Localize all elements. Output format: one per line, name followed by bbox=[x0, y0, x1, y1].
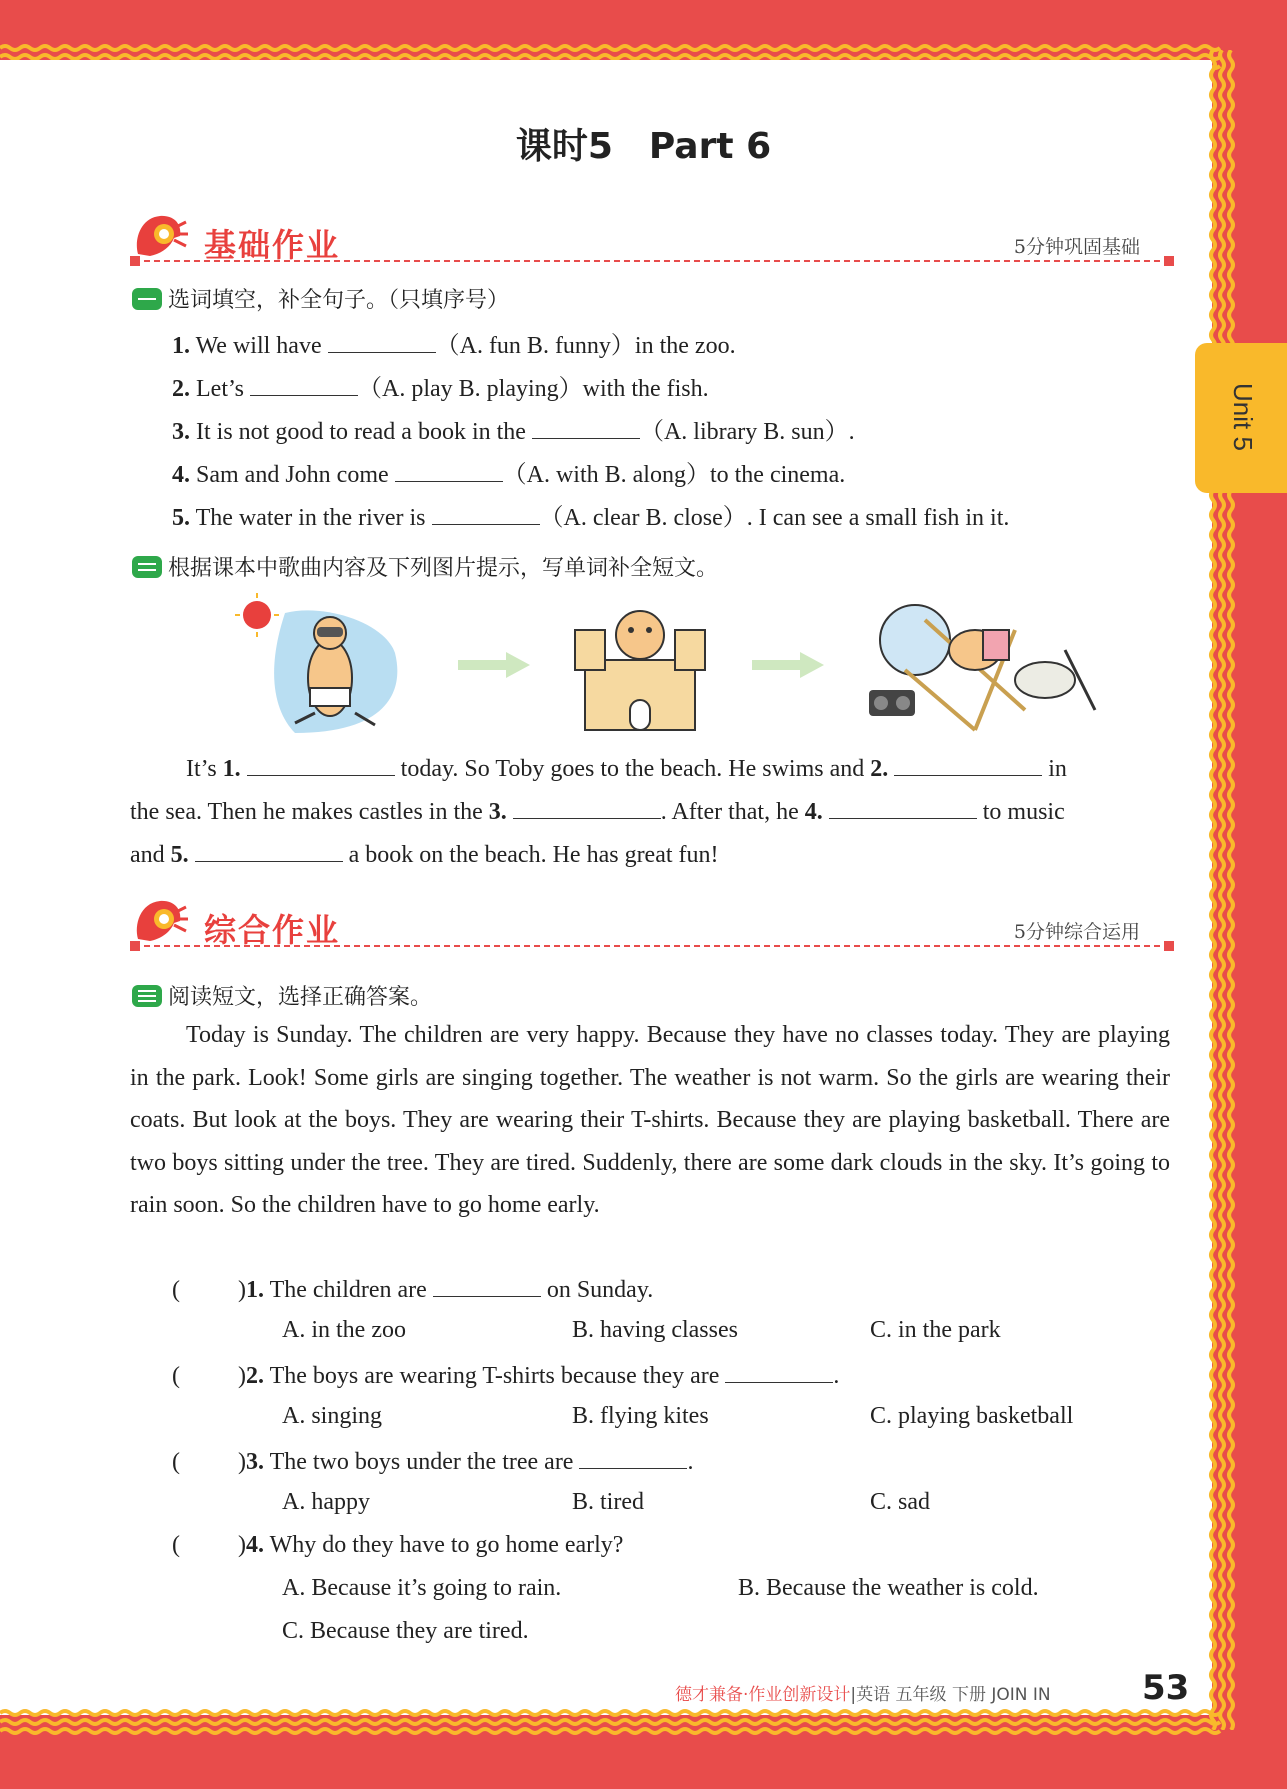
q3-heading bbox=[132, 980, 432, 1011]
answer-blank[interactable] bbox=[894, 753, 1042, 776]
answer-blank[interactable] bbox=[247, 753, 395, 776]
unit-tab[interactable] bbox=[1195, 343, 1287, 493]
q3-number-icon bbox=[132, 985, 162, 1007]
q1-heading-text: 选词填空，补全句子。（只填序号） bbox=[168, 288, 510, 313]
question-tail: on Sunday. bbox=[546, 1277, 654, 1303]
item-text: The water in the river is bbox=[195, 505, 426, 531]
item-options: （A. fun B. funny）in the zoo. bbox=[435, 333, 736, 359]
cloze-text: . After that, he bbox=[660, 799, 799, 825]
q3-option-2c[interactable]: C. playing basketball bbox=[870, 1403, 1074, 1429]
q2-line-3 bbox=[130, 839, 719, 869]
answer-blank[interactable] bbox=[395, 459, 503, 482]
question-number: 2. bbox=[246, 1363, 264, 1389]
blank-number: 3. bbox=[488, 799, 507, 825]
question-number: 4. bbox=[246, 1532, 264, 1558]
answer-blank[interactable] bbox=[250, 373, 358, 396]
section-comprehensive-title: 综合作业 bbox=[204, 911, 341, 949]
cloze-text: and bbox=[130, 842, 165, 868]
page-number: 53 bbox=[1142, 1668, 1190, 1708]
q3-option-4a[interactable]: A. Because it’s going to rain. bbox=[282, 1575, 562, 1601]
item-number: 4. bbox=[172, 462, 190, 488]
q2-heading bbox=[132, 551, 718, 582]
answer-blank[interactable] bbox=[725, 1360, 833, 1383]
q1-item-4 bbox=[172, 454, 845, 489]
blank-number: 1. bbox=[222, 756, 241, 782]
answer-paren-open[interactable]: ( bbox=[172, 1277, 180, 1303]
cloze-text: It’s bbox=[186, 756, 217, 782]
item-text: Sam and John come bbox=[196, 462, 389, 488]
q3-question-3 bbox=[172, 1446, 693, 1476]
right-wave-border bbox=[1205, 50, 1245, 1730]
item-options: （A. with B. along）to the cinema. bbox=[502, 462, 846, 488]
blank-number: 2. bbox=[870, 756, 889, 782]
q3-option-1c[interactable]: C. in the park bbox=[870, 1317, 1001, 1343]
section-basic-subtitle: 5分钟巩固基础 bbox=[1013, 236, 1140, 258]
question-tail: . bbox=[833, 1363, 840, 1389]
answer-blank[interactable] bbox=[433, 1274, 541, 1297]
item-text: Let’s bbox=[196, 376, 244, 402]
swimming-tiger-picture bbox=[235, 593, 415, 738]
footer-grade: 五年级 bbox=[895, 1685, 947, 1705]
question-text: The boys are wearing T-shirts because they are bbox=[269, 1363, 720, 1389]
q3-question-4 bbox=[172, 1532, 623, 1559]
question-text: Why do they have to go home early? bbox=[269, 1532, 624, 1558]
cloze-text: today. So Toby goes to the beach. He swims and bbox=[400, 756, 865, 782]
answer-paren-close: ) bbox=[238, 1277, 246, 1303]
cloze-text: a book on the beach. He has great fun! bbox=[348, 842, 719, 868]
item-text: It is not good to read a book in the bbox=[196, 419, 526, 445]
q3-heading-text: 阅读短文，选择正确答案。 bbox=[168, 985, 433, 1010]
section-basic-header bbox=[130, 210, 1170, 270]
answer-blank[interactable] bbox=[579, 1446, 687, 1469]
unit-tab-label: Unit 5 bbox=[1228, 383, 1258, 451]
answer-paren-open[interactable]: ( bbox=[172, 1449, 180, 1475]
q3-option-2a[interactable]: A. singing bbox=[282, 1403, 383, 1429]
footer-subject: 英语 bbox=[856, 1685, 891, 1705]
q1-heading bbox=[132, 283, 509, 314]
q3-option-3a[interactable]: A. happy bbox=[282, 1489, 370, 1515]
sandcastle-tiger-picture bbox=[565, 590, 715, 740]
question-number: 3. bbox=[246, 1449, 264, 1475]
q3-option-3c[interactable]: C. sad bbox=[870, 1489, 930, 1515]
footer-separator: | bbox=[850, 1685, 857, 1705]
answer-paren-close: ) bbox=[238, 1449, 246, 1475]
answer-paren-close: ) bbox=[238, 1363, 246, 1389]
footer-series: JOIN IN bbox=[991, 1685, 1051, 1705]
item-text: We will have bbox=[195, 333, 322, 359]
answer-blank[interactable] bbox=[432, 502, 540, 525]
q2-line-1 bbox=[130, 753, 1170, 783]
page-title: 课时5 Part 6 bbox=[515, 126, 772, 167]
bottom-wave-border bbox=[0, 1705, 1287, 1745]
q1-item-1 bbox=[172, 325, 736, 360]
answer-paren-open[interactable]: ( bbox=[172, 1532, 180, 1558]
passage-text: Today is Sunday. The children are very happy. Because they have no classes today. They are playing in the park. Look! Some girls are singing together. The weather is not warm. So the girls are wearing their coats. But look at the boys. They are wearing their T-shirts. Because they are playing basketball. There are two boys sitting under the tree. They are tired. Suddenly, there are some dark clouds in the sky. It’s going to rain soon. So the children have to go home early. bbox=[130, 1022, 1170, 1218]
q3-option-2b[interactable]: B. flying kites bbox=[572, 1403, 709, 1429]
footer-term: 下册 bbox=[951, 1685, 986, 1705]
answer-paren-open[interactable]: ( bbox=[172, 1363, 180, 1389]
footer-text bbox=[675, 1680, 1051, 1705]
blank-number: 4. bbox=[804, 799, 823, 825]
reading-passage bbox=[130, 1014, 1170, 1227]
q3-option-3b[interactable]: B. tired bbox=[572, 1489, 644, 1515]
reading-tiger-picture bbox=[865, 590, 1105, 740]
item-options: （A. play B. playing）with the fish. bbox=[358, 376, 709, 402]
cloze-text: the sea. Then he makes castles in the bbox=[130, 799, 483, 825]
q1-item-3 bbox=[172, 411, 855, 446]
q3-option-4b[interactable]: B. Because the weather is cold. bbox=[738, 1575, 1039, 1601]
question-text: The children are bbox=[269, 1277, 427, 1303]
q3-question-1 bbox=[172, 1274, 653, 1304]
arrow-right-icon bbox=[458, 652, 530, 678]
blank-number: 5. bbox=[170, 842, 189, 868]
question-tail: . bbox=[687, 1449, 694, 1475]
item-number: 3. bbox=[172, 419, 190, 445]
q2-number-icon bbox=[132, 556, 162, 578]
answer-blank[interactable] bbox=[195, 839, 343, 862]
item-options: （A. library B. sun）. bbox=[639, 419, 855, 445]
page-footer bbox=[0, 1670, 1287, 1710]
q3-option-4c[interactable]: C. Because they are tired. bbox=[282, 1618, 529, 1644]
section-comprehensive-header bbox=[130, 895, 1170, 955]
answer-paren-close: ) bbox=[238, 1532, 246, 1558]
question-text: The two boys under the tree are bbox=[269, 1449, 574, 1475]
item-options: （A. clear B. close）. I can see a small fish in it. bbox=[539, 505, 1010, 531]
section-divider bbox=[134, 260, 1170, 262]
answer-blank[interactable] bbox=[513, 796, 661, 819]
q3-question-2 bbox=[172, 1360, 839, 1390]
q1-item-5 bbox=[172, 497, 1009, 532]
item-number: 1. bbox=[172, 333, 190, 359]
q2-line-2 bbox=[130, 796, 1170, 826]
footer-brand: 德才兼备·作业创新设计 bbox=[675, 1685, 851, 1705]
item-number: 5. bbox=[172, 505, 190, 531]
answer-blank[interactable] bbox=[532, 416, 640, 439]
section-basic-title: 基础作业 bbox=[204, 226, 341, 264]
cloze-text: in bbox=[1048, 756, 1067, 782]
q1-number-icon bbox=[132, 288, 162, 310]
item-number: 2. bbox=[172, 376, 190, 402]
q3-option-1b[interactable]: B. having classes bbox=[572, 1317, 738, 1343]
q1-item-2 bbox=[172, 368, 709, 403]
q3-option-1a[interactable]: A. in the zoo bbox=[282, 1317, 406, 1343]
question-number: 1. bbox=[246, 1277, 264, 1303]
answer-blank[interactable] bbox=[829, 796, 977, 819]
arrow-right-icon bbox=[752, 652, 824, 678]
answer-blank[interactable] bbox=[328, 330, 436, 353]
cloze-text: to music bbox=[982, 799, 1065, 825]
section-divider bbox=[134, 945, 1170, 947]
section-comprehensive-subtitle: 5分钟综合运用 bbox=[1013, 921, 1140, 943]
q2-heading-text: 根据课本中歌曲内容及下列图片提示，写单词补全短文。 bbox=[168, 556, 719, 581]
